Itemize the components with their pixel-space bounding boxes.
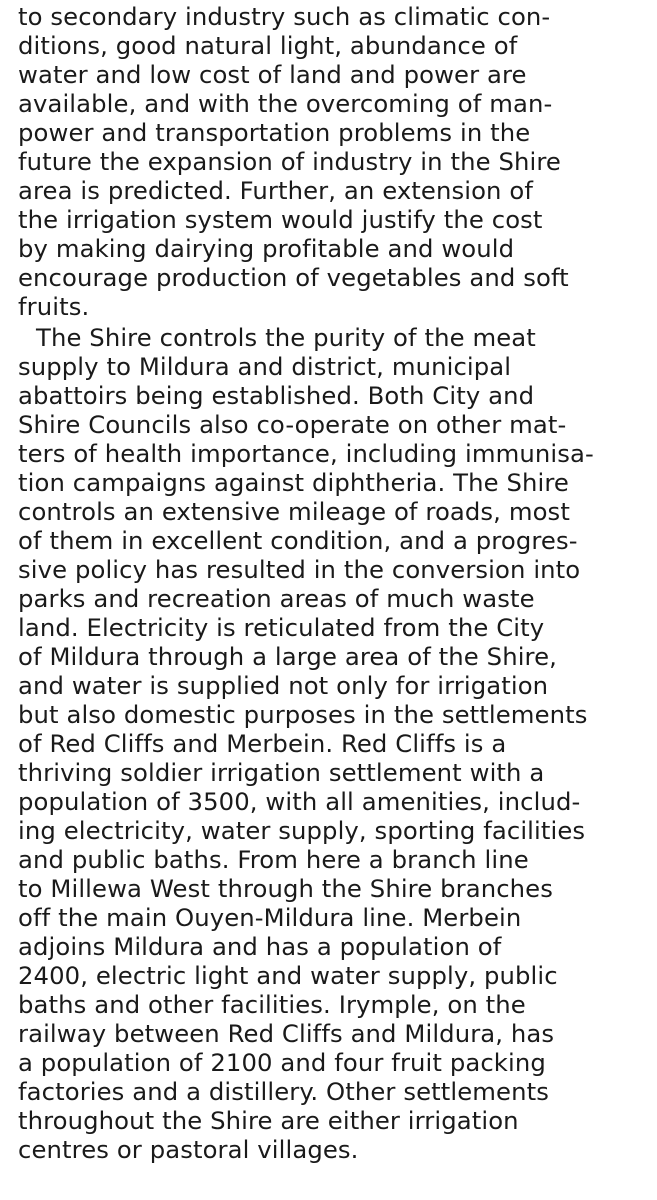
text-line: of them in excellent condition, and a progres- [18,526,578,555]
text-line: parks and recreation areas of much waste [18,584,535,613]
paragraph-first-line: The Shire controls the purity of the meat [36,323,536,352]
text-line: ters of health importance, including immunisa- [18,439,594,468]
text-line: abattoirs being established. Both City and [18,381,535,410]
text-line: encourage production of vegetables and soft [18,263,569,292]
text-line: ing electricity, water supply, sporting facilities [18,816,586,845]
text-line: population of 3500, with all amenities, includ- [18,787,581,816]
text-line: centres or pastoral villages. [18,1135,359,1164]
text-line: ditions, good natural light, abundance of [18,31,518,60]
text-line: the irrigation system would justify the cost [18,205,543,234]
text-line: of Mildura through a large area of the Shire, [18,642,557,671]
text-line: 2400, electric light and water supply, public [18,961,558,990]
text-line: land. Electricity is reticulated from the City [18,613,545,642]
text-line: to Millewa West through the Shire branches [18,874,553,903]
text-line: baths and other facilities. Irymple, on the [18,990,526,1019]
text-line: area is predicted. Further, an extension of [18,176,533,205]
text-line: fruits. [18,292,90,321]
document-page [18,0,626,1200]
text-line: future the expansion of industry in the Shire [18,147,561,176]
text-line: Shire Councils also co-operate on other mat- [18,410,567,439]
text-line: controls an extensive mileage of roads, most [18,497,570,526]
text-line: throughout the Shire are either irrigation [18,1106,519,1135]
text-line: but also domestic purposes in the settlements [18,700,588,729]
text-line: off the main Ouyen-Mildura line. Merbein [18,903,522,932]
text-line: thriving soldier irrigation settlement with a [18,758,545,787]
text-line: railway between Red Cliffs and Mildura, has [18,1019,555,1048]
text-line: factories and a distillery. Other settlements [18,1077,549,1106]
text-line: available, and with the overcoming of man- [18,89,553,118]
text-line: power and transportation problems in the [18,118,531,147]
text-line: by making dairying profitable and would [18,234,515,263]
text-line: tion campaigns against diphtheria. The Shire [18,468,569,497]
text-line: and water is supplied not only for irrigation [18,671,549,700]
text-line: supply to Mildura and district, municipal [18,352,512,381]
text-line: adjoins Mildura and has a population of [18,932,502,961]
text-line: water and low cost of land and power are [18,60,527,89]
text-line: of Red Cliffs and Merbein. Red Cliffs is a [18,729,507,758]
text-line: to secondary industry such as climatic con- [18,2,551,31]
text-line: a population of 2100 and four fruit packing [18,1048,546,1077]
text-line: and public baths. From here a branch line [18,845,529,874]
text-line: sive policy has resulted in the conversion into [18,555,581,584]
